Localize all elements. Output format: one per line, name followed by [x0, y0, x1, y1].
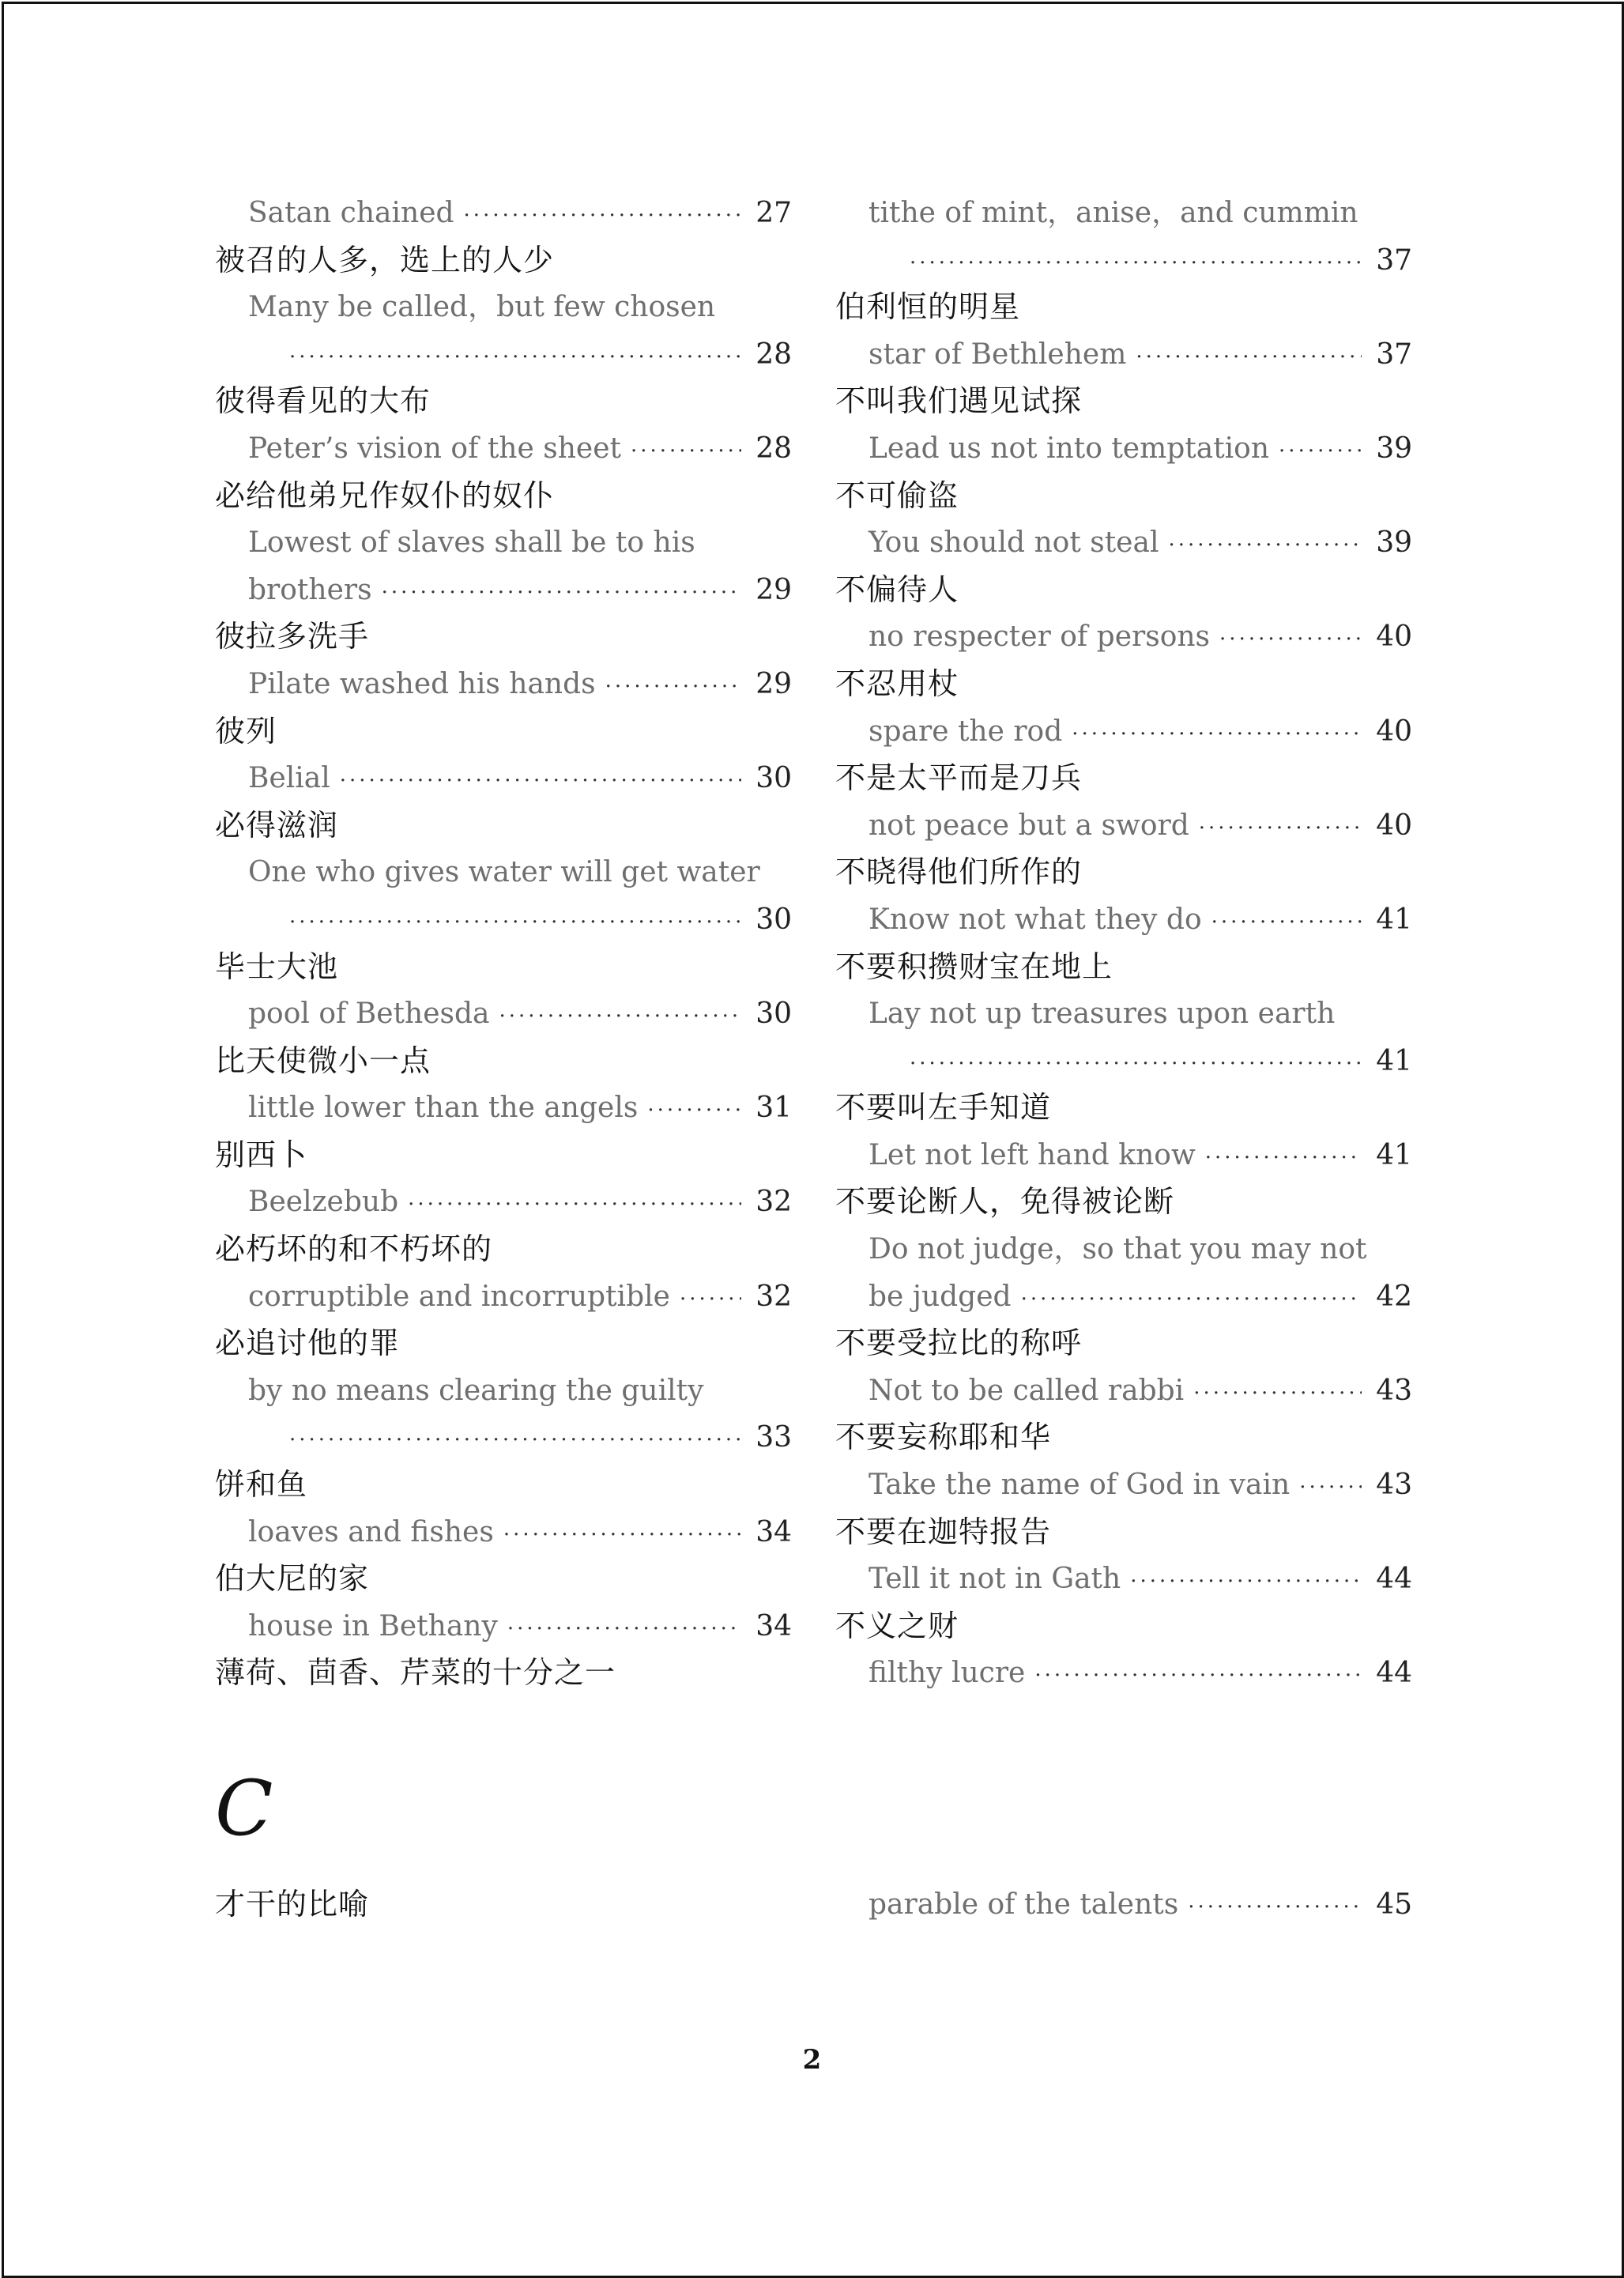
entry-page: 32: [755, 1186, 792, 1219]
entry-text: 不要叫左手知道: [835, 1090, 1052, 1126]
index-entry-english: [215, 519, 792, 567]
entry-text: 被召的人多，选上的人少: [215, 242, 555, 277]
index-entry-english: [215, 990, 792, 1038]
leader-dots: [631, 428, 741, 476]
leader-dots: [1021, 1277, 1362, 1324]
entry-text: 薄荷、茴香、芹菜的十分之一: [215, 1655, 616, 1691]
index-entry-english: [835, 519, 1412, 567]
index-entry-english: [215, 755, 792, 802]
entry-page: 43: [1376, 1469, 1412, 1502]
index-column-right: [835, 190, 1412, 1697]
leader-dots: [1034, 1653, 1362, 1700]
leader-dots: [507, 1606, 741, 1654]
index-heading-chinese: [215, 708, 792, 756]
index-entry-english: [835, 331, 1412, 379]
entry-page: 30: [755, 762, 792, 795]
entry-text: Take the name of God in vain: [869, 1469, 1291, 1502]
index-heading-chinese: [215, 1226, 792, 1273]
entry-text: 不要妄称耶和华: [835, 1420, 1052, 1455]
entry-page: 27: [755, 197, 792, 229]
leader-dots: [464, 193, 741, 240]
entry-text: Beelzebub: [248, 1186, 399, 1219]
leader-dots: [910, 1041, 1362, 1088]
entry-page: 40: [1376, 715, 1412, 748]
entry-text: 伯大尼的家: [215, 1561, 370, 1597]
index-heading-chinese: [215, 1461, 792, 1509]
index-entry-english: [835, 613, 1412, 661]
page-number: 2: [802, 2044, 822, 2076]
leader-dots: [340, 758, 741, 805]
index-entry-continuation: [215, 331, 792, 379]
entry-text: 不要受拉比的称呼: [835, 1326, 1083, 1361]
entry-page: 37: [1376, 243, 1412, 277]
leader-dots: [1199, 805, 1362, 853]
entry-text: no respecter of persons: [869, 620, 1211, 654]
leader-dots: [1168, 522, 1362, 570]
index-heading-chinese: [215, 1132, 792, 1179]
leader-dots: [1188, 1884, 1362, 1932]
index-entry-continuation: [835, 237, 1412, 285]
entry-text: 必得滋润: [215, 807, 339, 843]
entry-page: 34: [755, 1609, 792, 1642]
entry-page: 41: [1376, 903, 1412, 936]
leader-dots: [1299, 1465, 1362, 1512]
entry-page: 37: [1376, 338, 1412, 371]
index-heading-chinese: [215, 1320, 792, 1367]
entry-text: by no means clearing the guilty: [248, 1374, 704, 1407]
entry-text: You should not steal: [869, 526, 1159, 560]
index-heading-chinese: [835, 1320, 1412, 1367]
entry-text: star of Bethlehem: [869, 338, 1127, 371]
leader-dots: [1193, 1371, 1362, 1418]
index-heading-chinese: [835, 284, 1412, 331]
leader-dots: [1211, 900, 1362, 947]
leader-dots: [289, 334, 741, 382]
index-column-left: [215, 190, 792, 1697]
entry-text: Pilate washed his hands: [248, 667, 596, 700]
leader-dots: [605, 664, 741, 711]
entry-text: 不义之财: [835, 1608, 959, 1643]
index-heading-chinese: [835, 473, 1412, 520]
index-entry-english: [835, 896, 1412, 944]
entry-text: 毕士大池: [215, 949, 339, 984]
index-entry-english: [835, 425, 1412, 473]
entry-text: Satan chained: [248, 197, 454, 229]
index-entry-english: [835, 1881, 1412, 1929]
entry-page: 39: [1376, 432, 1412, 465]
index-entry-english: [215, 567, 792, 614]
entry-text: house in Bethany: [248, 1609, 498, 1642]
entry-text: not peace but a sword: [869, 809, 1189, 842]
entry-text: be judged: [869, 1280, 1012, 1313]
index-heading-chinese: [835, 378, 1412, 425]
index-heading-chinese: [835, 1603, 1412, 1650]
entry-page: 43: [1376, 1374, 1412, 1407]
entry-text: 不偏待人: [835, 571, 959, 607]
index-entry-english: [835, 1556, 1412, 1603]
index-entry-continuation: [215, 896, 792, 944]
entry-text: Know not what they do: [869, 903, 1202, 936]
section-letter: C: [215, 1764, 273, 1853]
entry-text: 伯利恒的明星: [835, 289, 1021, 325]
index-heading-chinese: [215, 1650, 792, 1697]
index-entry-english: [835, 802, 1412, 850]
entry-page: 29: [755, 667, 792, 700]
leader-dots: [503, 1512, 741, 1560]
entry-text: 不要积攒财宝在地上: [835, 949, 1113, 984]
leader-dots: [680, 1277, 741, 1324]
entry-page: 28: [755, 432, 792, 465]
entry-text: spare the rod: [869, 715, 1063, 748]
index-heading-chinese: [215, 1038, 792, 1085]
leader-dots: [1279, 428, 1362, 476]
entry-text: loaves and fishes: [248, 1515, 494, 1548]
entry-page: 39: [1376, 526, 1412, 560]
leader-dots: [408, 1182, 741, 1229]
entry-page: 44: [1376, 1657, 1412, 1690]
index-heading-chinese: [835, 1414, 1412, 1461]
entry-text: Not to be called rabbi: [869, 1374, 1185, 1407]
index-heading-chinese: [215, 1556, 792, 1603]
entry-text: 彼得看见的大布: [215, 383, 431, 419]
index-entry-english: [215, 1509, 792, 1556]
index-entry-continuation: [215, 1414, 792, 1461]
index-heading-chinese: [835, 1509, 1412, 1556]
index-entry-english: [215, 1603, 792, 1650]
index-entry-english: [215, 425, 792, 473]
entry-text: 不要在迦特报告: [835, 1514, 1052, 1549]
entry-text: 饼和鱼: [215, 1467, 308, 1503]
entry-page: 31: [755, 1092, 792, 1125]
leader-dots: [647, 1088, 741, 1135]
entry-text: parable of the talents: [869, 1888, 1179, 1921]
index-heading-chinese: [835, 849, 1412, 896]
entry-page: 45: [1376, 1888, 1412, 1921]
entry-text: 别西卜: [215, 1137, 308, 1172]
entry-page: 34: [755, 1515, 792, 1548]
entry-text: 不叫我们遇见试探: [835, 383, 1083, 419]
index-heading-chinese: [835, 944, 1412, 991]
entry-page: 44: [1376, 1563, 1412, 1596]
entry-page: 40: [1376, 809, 1412, 842]
leader-dots: [1072, 711, 1362, 759]
entry-text: corruptible and incorruptible: [248, 1280, 670, 1313]
index-entry-english: [215, 1084, 792, 1132]
entry-text: little lower than the angels: [248, 1092, 639, 1125]
index-entry-english: [215, 1273, 792, 1321]
leader-dots: [499, 994, 742, 1041]
entry-page: 41: [1376, 1138, 1412, 1171]
index-heading-chinese: [215, 1881, 792, 1929]
entry-page: 32: [755, 1280, 792, 1313]
entry-text: 必朽坏的和不朽坏的: [215, 1231, 493, 1267]
index-entry-english: [835, 1650, 1412, 1697]
entry-page: 30: [755, 903, 792, 936]
section-c-left: [215, 1881, 792, 1929]
entry-text: Let not left hand know: [869, 1138, 1196, 1171]
entry-text: 不要论断人，免得被论断: [835, 1184, 1175, 1220]
entry-text: 不晓得他们所作的: [835, 854, 1083, 890]
index-entry-english: [835, 990, 1412, 1038]
index-entry-english: [835, 1132, 1412, 1179]
leader-dots: [1219, 617, 1362, 664]
index-entry-english: [835, 1226, 1412, 1273]
index-entry-english: [215, 849, 792, 896]
leader-dots: [382, 570, 741, 617]
entry-page: 40: [1376, 620, 1412, 654]
entry-text: One who gives water will get water: [248, 856, 760, 889]
entry-text: Lay not up treasures upon earth: [869, 998, 1336, 1031]
index-entry-english: [835, 190, 1412, 237]
index-heading-chinese: [215, 802, 792, 850]
entry-page: 28: [755, 338, 792, 371]
index-heading-chinese: [215, 944, 792, 991]
entry-page: 41: [1376, 1044, 1412, 1077]
entry-page: 33: [755, 1421, 792, 1454]
entry-text: Do not judge，so that you may not: [869, 1233, 1367, 1266]
index-heading-chinese: [215, 237, 792, 285]
entry-page: 30: [755, 998, 792, 1031]
index-entry-continuation: [835, 1038, 1412, 1085]
entry-text: 彼拉多洗手: [215, 619, 370, 654]
leader-dots: [1130, 1559, 1362, 1606]
leader-dots: [289, 1417, 741, 1465]
leader-dots: [1136, 334, 1362, 382]
entry-text: 比天使微小一点: [215, 1043, 431, 1078]
entry-text: 彼列: [215, 713, 277, 749]
entry-text: 不忍用杖: [835, 666, 959, 701]
entry-text: Lowest of slaves shall be to his: [248, 526, 695, 560]
index-entry-english: [835, 708, 1412, 756]
index-heading-chinese: [215, 473, 792, 520]
index-heading-chinese: [215, 378, 792, 425]
leader-dots: [289, 900, 741, 947]
index-heading-chinese: [835, 661, 1412, 708]
entry-text: 才干的比喻: [215, 1887, 370, 1922]
index-heading-chinese: [835, 1179, 1412, 1226]
entry-text: filthy lucre: [869, 1657, 1026, 1690]
entry-text: 必给他弟兄作奴仆的奴仆: [215, 477, 555, 513]
index-entry-english: [215, 1179, 792, 1226]
index-heading-chinese: [215, 613, 792, 661]
entry-text: brothers: [248, 573, 372, 606]
entry-text: Lead us not into temptation: [869, 432, 1270, 465]
index-entry-english: [215, 284, 792, 331]
index-heading-chinese: [835, 755, 1412, 802]
entry-text: 不可偷盗: [835, 477, 959, 513]
entry-text: Many be called，but few chosen: [248, 291, 716, 324]
index-entry-english: [215, 1367, 792, 1415]
index-heading-chinese: [835, 1084, 1412, 1132]
entry-text: Tell it not in Gath: [869, 1563, 1121, 1596]
index-entry-english: [215, 661, 792, 708]
index-entry-english: [215, 190, 792, 237]
entry-text: Belial: [248, 762, 330, 795]
entry-text: Peter’s vision of the sheet: [248, 432, 621, 465]
leader-dots: [1205, 1135, 1362, 1182]
entry-text: 不是太平而是刀兵: [835, 760, 1083, 796]
index-entry-english: [835, 1367, 1412, 1415]
section-c-right: [835, 1881, 1412, 1929]
entry-text: tithe of mint，anise，and cummin: [869, 197, 1358, 229]
entry-page: 29: [755, 573, 792, 606]
entry-page: 42: [1376, 1280, 1412, 1313]
index-entry-english: [835, 1273, 1412, 1321]
entry-text: 必追讨他的罪: [215, 1326, 401, 1361]
entry-text: pool of Bethesda: [248, 998, 490, 1031]
index-heading-chinese: [835, 567, 1412, 614]
index-entry-english: [835, 1461, 1412, 1509]
leader-dots: [910, 240, 1362, 288]
